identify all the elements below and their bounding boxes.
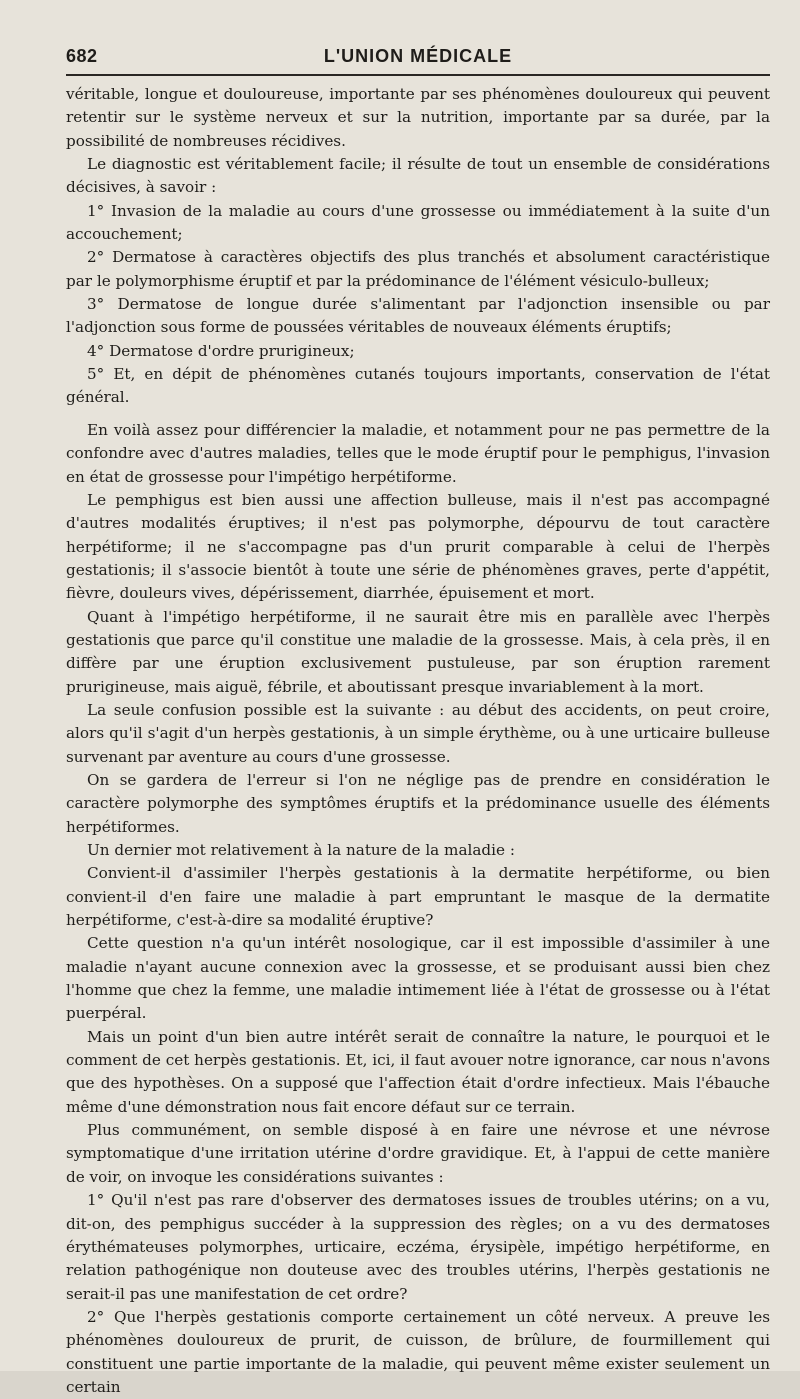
paragraph: Le diagnostic est véritablement facile; il résulte de tout un ensemble de considérations décisives, à savoir :: [66, 155, 770, 197]
list-item: 3° Dermatose de longue durée s'alimentant par l'adjonction insensible ou par l'adjonction sous forme de poussées véritables de nouveaux éléments éruptifs;: [66, 295, 770, 337]
list-item: 4° Dermatose d'ordre prurigineux;: [87, 341, 355, 360]
paragraph: On se gardera de l'erreur si l'on ne néglige pas de prendre en considération le caractère polymorphe des symptômes éruptifs et la prédominance usuelle des éléments herpétiformes.: [66, 770, 770, 836]
body-text: [66, 83, 770, 1399]
paragraph: Quant à l'impétigo herpétiforme, il ne saurait être mis en parallèle avec l'herpès gestationis que parce qu'il constitue une maladie de la grossesse. Mais, à cela près, il en diffère par une éruption exclusivement pustuleuse, par son éruption rarement prurigineuse, mais aiguë, fébrile, et aboutissant presque invariablement à la mort.: [66, 607, 770, 696]
running-title: L'UNION MÉDICALE: [323, 46, 513, 66]
paragraph: Mais un point d'un bien autre intérêt serait de connaître la nature, le pourquoi et le comment de cet herpès gestationis. Et, ici, il faut avouer notre ignorance, car nous n'avons que des hypothèses. On a supposé que l'affection était d'ordre infectieux. Mais l'ébauche même d'une démonstration nous fait encore défaut sur ce terrain.: [66, 1027, 770, 1116]
paragraph: Plus communément, on semble disposé à en faire une névrose et une névrose symptomatique d'une irritation utérine d'ordre gravidique. Et, à l'appui de cette manière de voir, on invoque les considérations suivantes :: [66, 1121, 770, 1186]
list-item: 2° Dermatose à caractères objectifs des plus tranchés et absolument caractéristique par le polymorphisme éruptif et par la prédominance de l'élément vésiculo-bulleux;: [66, 248, 770, 290]
list-item: 2° Que l'herpès gestationis comporte certainement un côté nerveux. A preuve les phénomènes douloureux de prurit, de cuisson, de brûlure, de fourmillement qui constituent une partie importante de la maladie, qui peuvent même exister seulement un certain: [66, 1307, 770, 1396]
paragraph: En voilà assez pour différencier la maladie, et notamment pour ne pas permettre de la confondre avec d'autres maladies, telles que le mode éruptif pour le pemphigus, l'invasion en état de grossesse pour l'impétigo herpétiforme.: [66, 420, 770, 486]
paragraph: La seule confusion possible est la suivante : au début des accidents, on peut croire, alors qu'il s'agit d'un herpès gestationis, à un simple érythème, ou à une urticaire bulleuse survenant par aventure au cours d'une grossesse.: [66, 700, 770, 766]
page-header: [66, 44, 770, 76]
page-number: 682: [66, 46, 98, 66]
list-item: 1° Invasion de la maladie au cours d'une grossesse ou immédiatement à la suite d'un accouchement;: [66, 201, 770, 244]
paragraph: Convient-il d'assimiler l'herpès gestationis à la dermatite herpétiforme, ou bien convient-il d'en faire une maladie à part empruntant le masque de la dermatite herpétiforme, c'est-à-dire sa modalité éruptive?: [66, 864, 770, 930]
list-item: 1° Qu'il n'est pas rare d'observer des dermatoses issues de troubles utérins; on a vu, dit-on, des pemphigus succéder à la suppression des règles; on a vu des dermatoses érythémateuses polymorphes, urticaire, eczéma, érysipèle, impétigo herpétiforme, en relation pathogénique non douteuse avec des troubles utérins, l'herpès gestationis ne serait-il pas une manifestation de cet ordre?: [66, 1191, 770, 1303]
list-item: 5° Et, en dépit de phénomènes cutanés toujours importants, conservation de l'état général.: [66, 365, 770, 407]
paragraph: Un dernier mot relativement à la nature de la maladie :: [87, 841, 515, 859]
paragraph: Cette question n'a qu'un intérêt nosologique, car il est impossible d'assimiler à une maladie n'ayant aucune connexion avec la grossesse, et se produisant aussi bien chez l'homme que chez la femme, une maladie intimement liée à l'état de grossesse ou à l'état puerpéral.: [66, 934, 770, 1023]
paragraph: Le pemphigus est bien aussi une affection bulleuse, mais il n'est pas accompagné d'autres modalités éruptives; il n'est pas polymorphe, dépourvu de tout caractère herpétiforme; il ne s'accompagne pas d'un prurit comparable à celui de l'herpès gestationis; il s'associe bientôt à toute une série de phénomènes graves, perte d'appétit, fièvre, douleurs vives, dépérissement, diarrhée, épuisement et mort.: [66, 490, 770, 603]
paragraph: véritable, longue et douloureuse, importante par ses phénomènes douloureux qui peuvent retentir sur le système nerveux et sur la nutrition, importante par sa durée, par la possibilité de nombreuses récidives.: [66, 85, 770, 150]
